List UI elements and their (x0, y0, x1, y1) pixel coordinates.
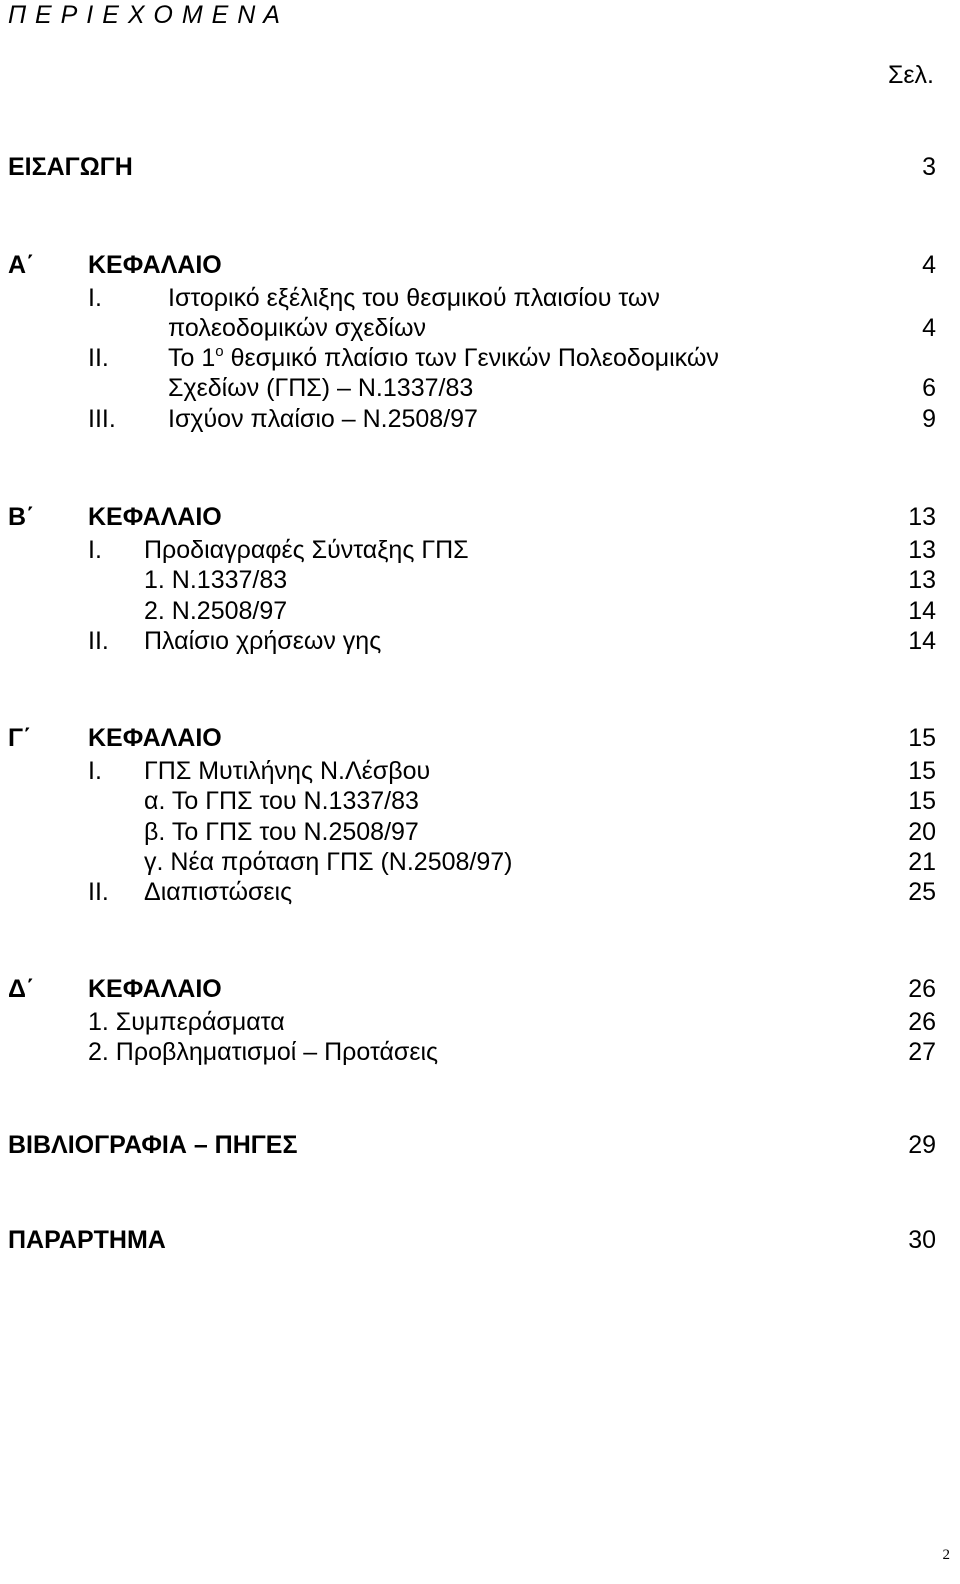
chapter-d-item-1-page: 26 (908, 1008, 936, 1036)
chapter-d-item-1-text: 1. Συμπεράσματα (88, 1008, 285, 1036)
chapter-b-item-1-text: Προδιαγραφές Σύνταξης ΓΠΣ (144, 536, 469, 564)
chapter-c-item-3-page: 20 (908, 818, 936, 846)
chapter-d-page: 26 (908, 975, 936, 1003)
chapter-a-page: 4 (922, 251, 936, 279)
chapter-a-item-2-page: 6 (922, 374, 936, 402)
chapter-a-item-2-num: II. (88, 344, 109, 372)
chapter-d-heading: ΚΕΦΑΛΑΙΟ (88, 975, 222, 1003)
bibliography-heading: ΒΙΒΛΙΟΓΡΑΦΙΑ – ΠΗΓΕΣ (8, 1131, 298, 1159)
chapter-c-item-4-page: 21 (908, 848, 936, 876)
chapter-a-item-1-text: Ιστορικό εξέλιξης του θεσμικού πλαισίου των (168, 284, 660, 312)
chapter-c-item-1-page: 15 (908, 757, 936, 785)
appendix-heading: ΠΑΡΑΡΤΗΜΑ (8, 1226, 166, 1254)
bibliography-page: 29 (908, 1131, 936, 1159)
footer-page-number: 2 (942, 1547, 950, 1563)
chapter-b-item-3-text: 2. Ν.2508/97 (144, 597, 288, 625)
chapter-c-page: 15 (908, 724, 936, 752)
chapter-a-item-3-page: 9 (922, 405, 936, 433)
page-title: Π Ε Ρ Ι Ε Χ Ο Μ Ε Ν Α (8, 1, 281, 29)
chapter-c-item-2-text: α. Το ΓΠΣ του Ν.1337/83 (144, 787, 419, 815)
chapter-c-item-5-page: 25 (908, 878, 936, 906)
chapter-a-item-1-text-cont: πολεοδομικών σχεδίων (168, 314, 426, 342)
chapter-a-item-1-num: I. (88, 284, 102, 312)
chapter-a-letter: Α΄ (8, 251, 35, 279)
chapter-d-item-2-page: 27 (908, 1038, 936, 1066)
chapter-a-heading: ΚΕΦΑΛΑΙΟ (88, 251, 222, 279)
appendix-page: 30 (908, 1226, 936, 1254)
chapter-d-letter: Δ΄ (8, 975, 35, 1003)
intro-page: 3 (922, 153, 936, 181)
chapter-b-item-2-page: 13 (908, 566, 936, 594)
chapter-c-item-1-text: ΓΠΣ Μυτιλήνης Ν.Λέσβου (144, 757, 431, 785)
chapter-b-page: 13 (908, 503, 936, 531)
chapter-b-item-4-page: 14 (908, 627, 936, 655)
chapter-b-item-3-page: 14 (908, 597, 936, 625)
chapter-c-heading: ΚΕΦΑΛΑΙΟ (88, 724, 222, 752)
chapter-b-heading: ΚΕΦΑΛΑΙΟ (88, 503, 222, 531)
intro-heading: ΕΙΣΑΓΩΓΗ (8, 153, 133, 181)
chapter-c-item-2-page: 15 (908, 787, 936, 815)
chapter-b-letter: Β΄ (8, 503, 35, 531)
chapter-a-item-3-num: III. (88, 405, 116, 433)
chapter-c-item-4-text: γ. Νέα πρόταση ΓΠΣ (Ν.2508/97) (144, 848, 513, 876)
page-column-label: Σελ. (887, 61, 934, 89)
chapter-c-letter: Γ΄ (8, 724, 32, 752)
chapter-b-item-2-text: 1. Ν.1337/83 (144, 566, 288, 594)
chapter-c-item-5-num: II. (88, 878, 109, 906)
chapter-a-item-2-text (168, 343, 719, 373)
chapter-a-item-2-text-post: θεσμικό πλαίσιο των Γενικών Πολεοδομικών (223, 344, 719, 372)
ordinal-superscript: ο (215, 343, 224, 360)
chapter-b-item-4-num: II. (88, 627, 109, 655)
chapter-d-item-2-text: 2. Προβληματισμοί – Προτάσεις (88, 1038, 439, 1066)
chapter-a-item-2-text-pre: Το 1 (168, 344, 216, 372)
chapter-c-item-3-text: β. Το ΓΠΣ του Ν.2508/97 (144, 818, 419, 846)
chapter-a-item-1-page: 4 (922, 314, 936, 342)
chapter-b-item-4-text: Πλαίσιο χρήσεων γης (144, 627, 382, 655)
chapter-b-item-1-num: I. (88, 536, 102, 564)
chapter-a-item-2-text-cont: Σχεδίων (ΓΠΣ) – Ν.1337/83 (168, 374, 474, 402)
chapter-c-item-1-num: I. (88, 757, 102, 785)
chapter-c-item-5-text: Διαπιστώσεις (144, 878, 293, 906)
chapter-a-item-3-text: Ισχύον πλαίσιο – Ν.2508/97 (168, 405, 478, 433)
chapter-b-item-1-page: 13 (908, 536, 936, 564)
